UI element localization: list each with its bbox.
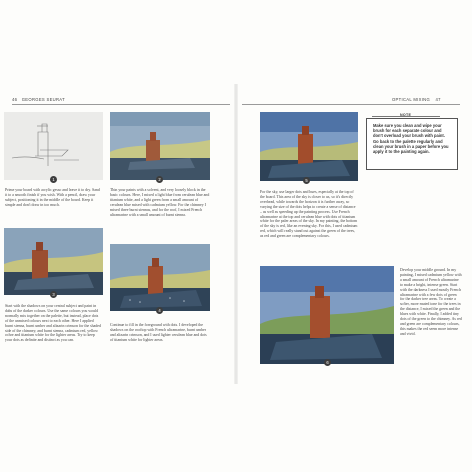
shadow-dots-image [4,228,103,295]
step-2-caption: Thin your paints with a solvent, and very loosely block in the basic colours. Here, I mixed a light blue from cerulean blue and titanium white, and a light green from a small amount of cerulean blue mixed with cadmium yellow. For the chimney I mixed three burnt siennas, and for the roof, I mixed French ultramarine with a small amount of burnt sienna. [110,188,210,217]
step-6-number-badge: 6 [324,359,331,366]
pencil-sketch-image [4,112,103,180]
page-gutter [234,84,238,384]
foreground-dots-image [110,244,210,311]
step-1-photo [4,112,103,180]
step-3-number-badge: 3 [50,291,57,298]
left-page-number: 46 [12,97,18,102]
left-running-title: GEORGES SEURAT [21,97,65,102]
note-label: NOTE [400,113,412,117]
note-text: Make sure you clean and wipe your brush for each separate colour and don't overload your brush with paint. Go back to the palette regularly and clean your brush in a paper before you apply it to the painting again. [373,123,449,155]
step-6-caption: Develop your middle ground. In my painting, I mixed cadmium yellow with a small amount of French ultramarine to make a bright, intense green. Start with the darkness I used mostly French ultramarine with a few dots of green for the darker tree areas. To create a softer, more muted tone for the trees in the distance, I mixed the green and the blues with white. Finally, I added tiny dots of the green to the chimney. As red and green are complementary colours, this makes the red seem more intense and vivid. [400,268,462,336]
step-2-number-badge: 2 [156,176,163,183]
right-running-title: OPTICAL MIXING [392,97,431,102]
sky-dots-image [260,112,358,181]
step-3-photo [4,228,103,295]
left-page-header [12,97,65,102]
left-header-rule [12,104,230,105]
right-header-rule [242,104,460,105]
step-5-caption: For the sky, use larger dots and hues, especially at the top of the board. This area of the sky is closer to us, so it's directly overhead, while towards the horizon it is further away, so varying the size of the dots helps to create a sense of distance – as well as speeding up the painting process. Use French ultramarine at the top and cerulean blue with dots of titanium white for the paler areas of the sky. In my painting, the bottom of the sky is red, like an evening sky. For this, I used cadmium red, which will really stand out against the green of the trees, as red and green are complementary colours. [260,190,358,239]
right-page-header [392,97,441,102]
block-in-image [110,112,210,180]
step-3-caption: Start with the shadows on your central subject and paint in dabs of the darker colours. Use the same colours you would normally mix together on the palette, but instead, place dots of the unmixed colours next to each other. Here I applied burnt sienna, burnt umber and alizarin crimson for the shaded side of the chimney, and burnt sienna, cadmium red, yellow ochre and titanium white for the lighter areas. Try to keep your dots as definite and distinct as you can. [5,304,101,343]
right-page-number: 47 [435,97,441,102]
step-1-number-badge: 1 [50,176,57,183]
step-6-photo [260,266,394,364]
step-1-caption: Prime your board with acrylic gesso and leave it to dry. Sand it to a smooth finish if you wish. With a pencil, draw your subject, positioning it in the middle of the board. Keep it simple and don't draw in too much. [5,188,100,207]
step-5-photo [260,112,358,181]
step-4-number-badge: 4 [156,307,163,314]
step-4-caption: Continue to fill in the foreground with dots. I developed the shadows on the rooftop with French ultramarine, burnt umber and alizarin crimson, and I used lighter cerulean blue and dots of titanium white for lighter areas. [110,323,207,342]
note-box [366,118,458,170]
step-4-photo [110,244,210,311]
step-5-number-badge: 5 [303,177,310,184]
middle-ground-image [260,266,394,364]
step-2-photo [110,112,210,180]
